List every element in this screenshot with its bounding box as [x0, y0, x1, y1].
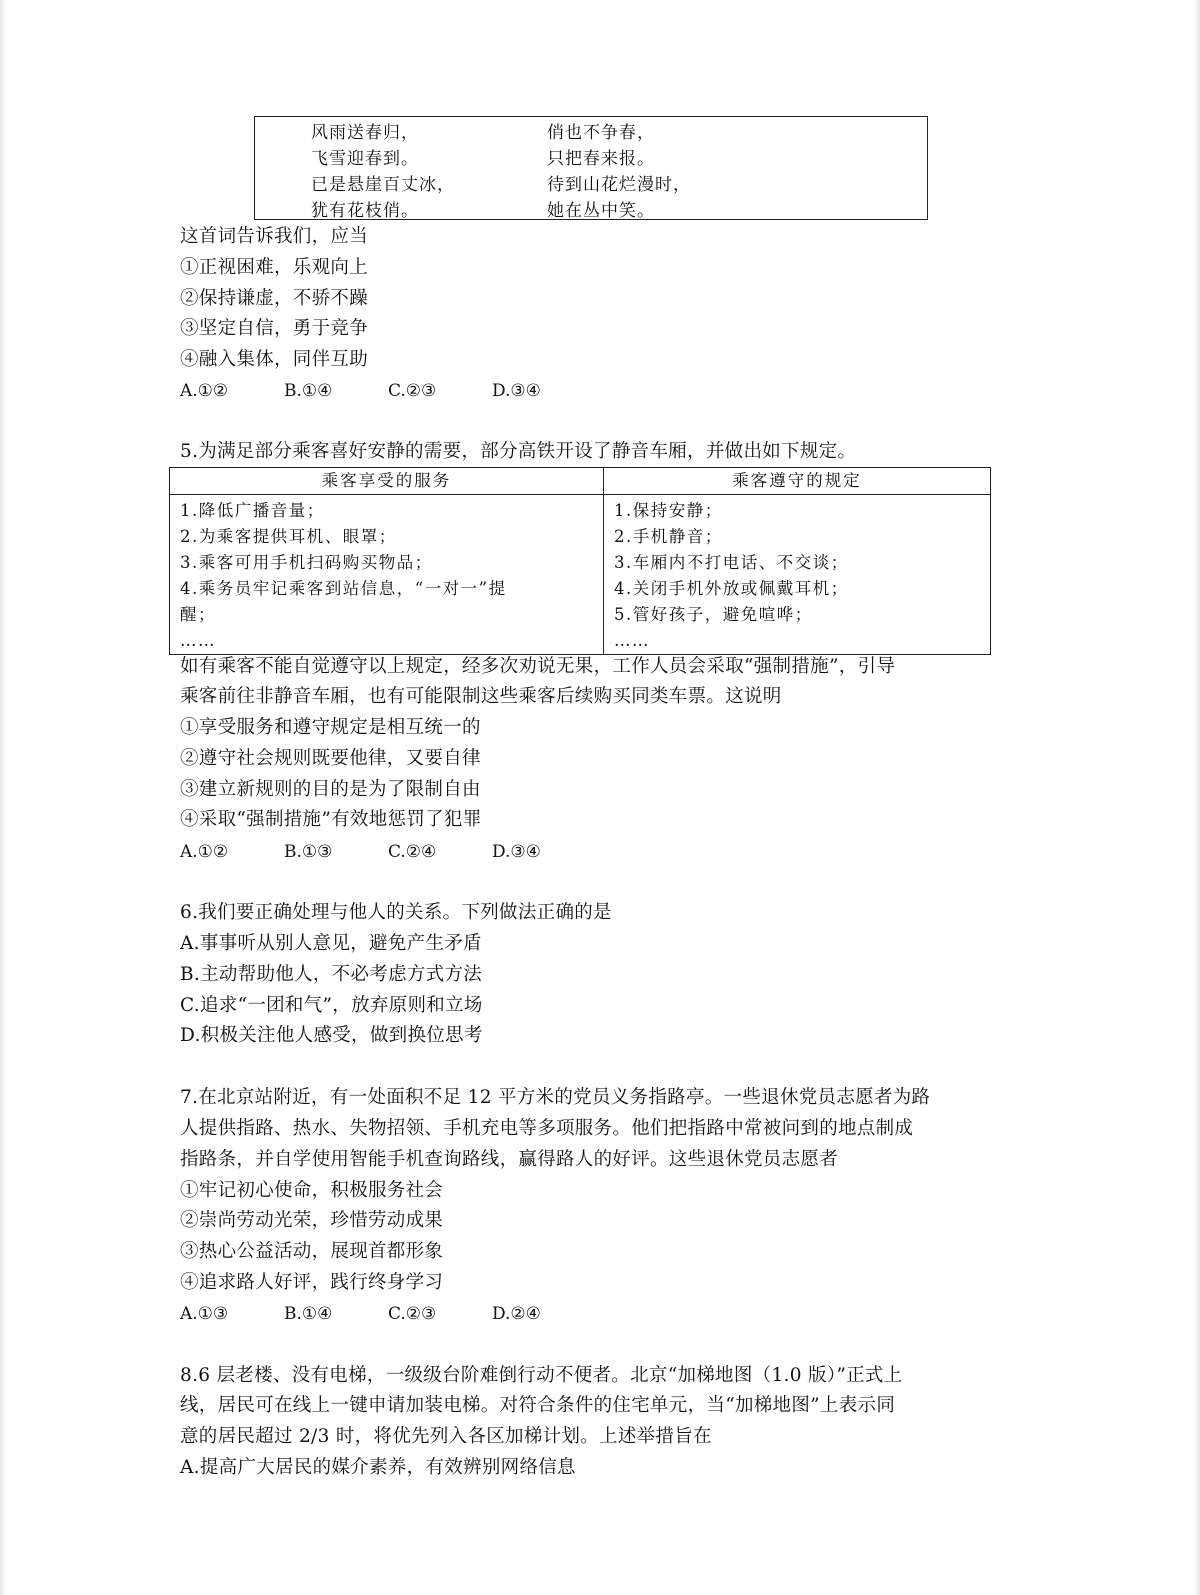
- option-d: D.②④: [492, 1304, 541, 1324]
- service-item: 1.降低广播音量；: [180, 501, 325, 520]
- rules-table: [169, 467, 991, 655]
- rule-item: 5.管好孩子，避免喧哗；: [614, 605, 813, 624]
- q7-text: 指路条，并自学使用智能手机查询路线，赢得路人的好评。这些退休党员志愿者: [180, 1149, 839, 1170]
- rule-item: ……: [614, 631, 650, 650]
- poem-line: 犹有花枝俏。: [311, 201, 419, 221]
- q4-item: ②保持谦虚，不骄不躁: [180, 288, 369, 309]
- q7-item: ②崇尚劳动光荣，珍惜劳动成果: [180, 1210, 444, 1231]
- poem-left-column: [311, 120, 455, 224]
- q4-item: ③坚定自信，勇于竞争: [180, 318, 369, 339]
- q5-options: [180, 840, 596, 864]
- option-a: A.①③: [180, 1304, 229, 1324]
- page-edge-left: [0, 0, 6, 1595]
- services-cell: [170, 495, 604, 655]
- q7-item: ③热心公益活动，展现首都形象: [180, 1241, 444, 1262]
- q4-item: ①正视困难，乐观向上: [180, 257, 369, 278]
- q6-option: B.主动帮助他人，不必考虑方式方法: [180, 964, 483, 985]
- poem-right-column: [547, 120, 691, 224]
- q5-item: ②遵守社会规则既要他律，又要自律: [180, 748, 481, 769]
- poem-line: 她在丛中笑。: [547, 201, 655, 221]
- q6-stem: 6.我们要正确处理与他人的关系。下列做法正确的是: [180, 902, 612, 923]
- rule-item: 1.保持安静；: [614, 501, 723, 520]
- option-a: A.①②: [180, 381, 229, 401]
- service-item: ……: [180, 631, 216, 650]
- rules-cell: [604, 495, 991, 655]
- rule-item: 2.手机静音；: [614, 527, 723, 546]
- q5-text: 如有乘客不能自觉遵守以上规定，经多次劝说无果，工作人员会采取“强制措施”，引导: [180, 656, 896, 677]
- q5-item: ①享受服务和遵守规定是相互统一的: [180, 717, 481, 738]
- poem-line: 飞雪迎春到。: [311, 149, 419, 169]
- option-a: A.①②: [180, 842, 229, 862]
- option-b: B.①④: [284, 1304, 333, 1324]
- q8-text: 8.6 层老楼、没有电梯，一级级台阶难倒行动不便者。北京“加梯地图（1.0 版）”正式上: [180, 1365, 903, 1386]
- poem-line: 已是悬崖百丈冰，: [311, 175, 455, 195]
- poem-line: 只把春来报。: [547, 149, 655, 169]
- rule-item: 3.车厢内不打电话、不交谈；: [614, 553, 849, 572]
- q7-item: ④追求路人好评，践行终身学习: [180, 1272, 444, 1293]
- q4-options: [180, 379, 596, 403]
- q4-stem: 这首词告诉我们，应当: [180, 226, 369, 247]
- page-edge-right: [1194, 0, 1200, 1595]
- q7-text: 人提供指路、热水、失物招领、手机充电等多项服务。他们把指路中常被问到的地点制成: [180, 1118, 914, 1139]
- q8-text: 意的居民超过 2/3 时，将优先列入各区加梯计划。上述举措旨在: [180, 1426, 712, 1447]
- q5-item: ③建立新规则的目的是为了限制自由: [180, 779, 481, 800]
- q5-stem: 5.为满足部分乘客喜好安静的需要，部分高铁开设了静音车厢，并做出如下规定。: [180, 441, 857, 462]
- poem-line: 风雨送春归，: [311, 123, 419, 143]
- option-d: D.③④: [492, 842, 541, 862]
- option-d: D.③④: [492, 381, 541, 401]
- q7-text: 7.在北京站附近，有一处面积不足 12 平方米的党员义务指路亭。一些退休党员志愿者为路: [180, 1087, 931, 1108]
- q6-option: D.积极关注他人感受，做到换位思考: [180, 1025, 483, 1046]
- poem-line: 待到山花烂漫时，: [547, 175, 691, 195]
- rule-item: 4.关闭手机外放或佩戴耳机；: [614, 579, 849, 598]
- q8-option: A.提高广大居民的媒介素养，有效辨别网络信息: [180, 1457, 576, 1478]
- service-item: 醒；: [180, 605, 216, 624]
- poem-line: 俏也不争春，: [547, 123, 655, 143]
- service-item: 4.乘务员牢记乘客到站信息，“一对一”提: [180, 579, 507, 598]
- option-b: B.①③: [284, 842, 333, 862]
- poem-box: [254, 116, 928, 220]
- q6-option: C.追求“一团和气”，放弃原则和立场: [180, 995, 483, 1016]
- q4-item: ④融入集体，同伴互助: [180, 349, 369, 370]
- option-b: B.①④: [284, 381, 333, 401]
- q6-option: A.事事听从别人意见，避免产生矛盾: [180, 933, 482, 954]
- q5-item: ④采取“强制措施”有效地惩罚了犯罪: [180, 809, 482, 830]
- option-c: C.②③: [388, 381, 437, 401]
- table-header-rules: 乘客遵守的规定: [604, 468, 991, 495]
- option-c: C.②③: [388, 1304, 437, 1324]
- q8-text: 线，居民可在线上一键申请加装电梯。对符合条件的住宅单元，当“加梯地图”上表示同: [180, 1395, 896, 1416]
- q7-item: ①牢记初心使命，积极服务社会: [180, 1180, 444, 1201]
- q5-text: 乘客前往非静音车厢，也有可能限制这些乘客后续购买同类车票。这说明: [180, 686, 782, 707]
- table-header-services: 乘客享受的服务: [170, 468, 604, 495]
- service-item: 3.乘客可用手机扫码购买物品；: [180, 553, 433, 572]
- q7-options: [180, 1302, 596, 1326]
- option-c: C.②④: [388, 842, 437, 862]
- service-item: 2.为乘客提供耳机、眼罩；: [180, 527, 397, 546]
